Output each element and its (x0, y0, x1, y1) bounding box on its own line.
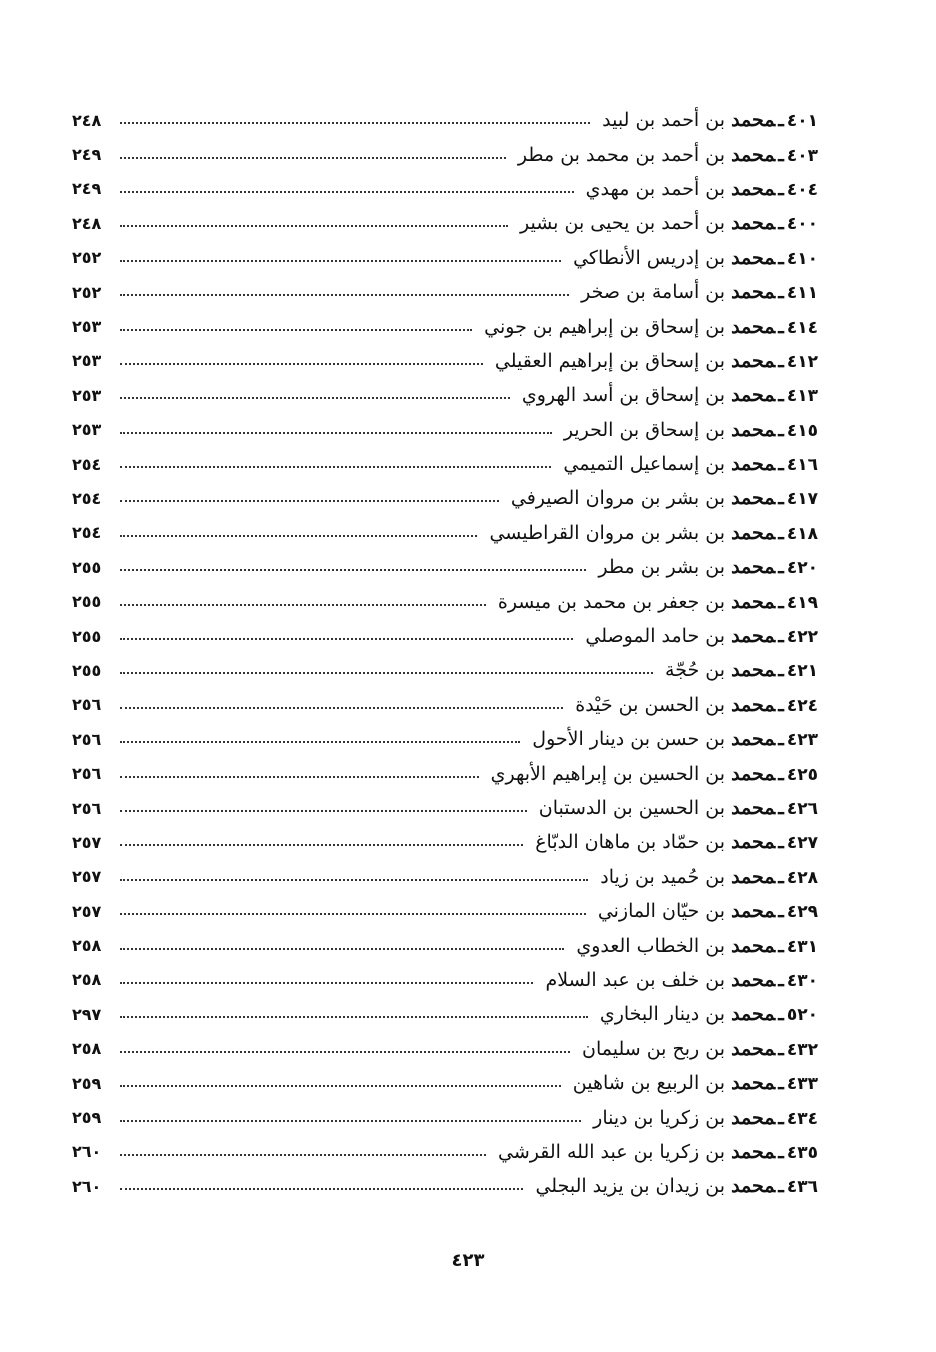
entry-separator: ـ (778, 1003, 784, 1026)
entry-head-name: محمد (731, 556, 776, 579)
entry-label (535, 831, 818, 853)
dot-leader (120, 604, 486, 606)
entry-head-name: محمد (731, 659, 776, 682)
entry-number: ٤٣١ (786, 936, 818, 957)
entry-lineage: بن ربح بن سليمان (581, 1037, 726, 1060)
index-entry (72, 309, 818, 343)
entry-label (575, 694, 818, 716)
entry-label (495, 350, 818, 372)
entry-head-name: محمد (731, 453, 776, 476)
entry-lineage: بن زكريا بن دينار (593, 1106, 726, 1129)
dot-leader (120, 1154, 486, 1156)
entry-lineage: بن إسحاق بن إبراهيم بن جوني (484, 315, 726, 338)
entry-label (511, 487, 818, 509)
dot-leader (120, 260, 561, 262)
entry-number: ٥٢٠ (786, 1005, 818, 1026)
entry-label (573, 247, 818, 269)
entry-page-number: ٢٥٨ (72, 970, 102, 990)
entry-separator: ـ (778, 659, 784, 682)
entry-separator: ـ (778, 1037, 784, 1060)
index-entry (72, 172, 818, 206)
index-entry (72, 722, 818, 756)
entry-lineage: بن إسحاق بن إبراهيم العقيلي (494, 349, 726, 372)
entry-label (665, 659, 818, 681)
entry-number: ٤٢٩ (786, 902, 818, 923)
dot-leader (120, 879, 588, 881)
entry-lineage: بن خلف بن عبد السلام (545, 968, 726, 991)
index-entry (72, 756, 818, 790)
entry-page-number: ٢٥٩ (72, 1073, 102, 1093)
entry-number: ٤٢٥ (786, 764, 818, 785)
entry-separator: ـ (778, 968, 784, 991)
entry-lineage: بن بشر بن مروان القراطيسي (489, 521, 726, 544)
entry-number: ٤٢٨ (786, 867, 818, 888)
entry-head-name: محمد (731, 865, 776, 888)
index-entry (72, 963, 818, 997)
entry-separator: ـ (778, 900, 784, 923)
entry-page-number: ٢٦٠ (72, 1176, 102, 1196)
entry-label (598, 900, 818, 922)
entry-head-name: محمد (731, 246, 776, 269)
entry-lineage: بن حيّان المازني (597, 900, 726, 923)
dot-leader (120, 294, 569, 296)
index-entry (72, 1169, 818, 1203)
entry-page-number: ٢٥٣ (72, 351, 102, 371)
entry-head-name: محمد (731, 968, 776, 991)
entry-number: ٤٢٢ (786, 627, 818, 648)
entry-head-name: محمد (731, 212, 776, 235)
entry-number: ٤١٦ (786, 455, 818, 476)
entry-head-name: محمد (731, 797, 776, 819)
entry-number: ٤٢٦ (786, 799, 818, 819)
entry-page-number: ٢٥٤ (72, 523, 102, 543)
entry-head-name: محمد (731, 1072, 776, 1095)
entry-label (586, 178, 818, 200)
index-entry (72, 447, 818, 481)
dot-leader (120, 1188, 523, 1190)
entry-page-number: ٢٥٦ (72, 729, 102, 749)
entry-page-number: ٢٥٦ (72, 798, 102, 818)
dot-leader (120, 191, 574, 193)
index-entries (72, 103, 818, 1204)
entry-page-number: ٢٥٦ (72, 764, 102, 784)
entry-lineage: بن بشر بن مطر (598, 556, 726, 579)
entry-page-number: ٢٤٨ (72, 213, 102, 233)
entry-head-name: محمد (731, 521, 776, 544)
entry-page-number: ٢٥٥ (72, 626, 102, 646)
entry-label (602, 109, 818, 131)
entry-number: ٤١١ (786, 283, 818, 304)
dot-leader (120, 432, 552, 434)
entry-head-name: محمد (731, 1140, 776, 1163)
entry-page-number: ٢٩٧ (72, 1004, 102, 1024)
entry-number: ٤٢٣ (786, 730, 818, 751)
entry-page-number: ٢٥٢ (72, 248, 102, 268)
entry-separator: ـ (778, 625, 784, 648)
entry-label (598, 556, 818, 578)
entry-page-number: ٢٥٨ (72, 1039, 102, 1059)
dot-leader (120, 948, 564, 950)
index-entry (72, 653, 818, 687)
entry-number: ٤٢٠ (786, 558, 818, 579)
index-entry (72, 103, 818, 137)
entry-page-number: ٢٥٨ (72, 936, 102, 956)
dot-leader (120, 741, 520, 743)
entry-head-name: محمد (731, 281, 776, 304)
entry-lineage: بن حُجّة (665, 659, 726, 682)
entry-separator: ـ (778, 246, 784, 269)
entry-page-number: ٢٥٤ (72, 488, 102, 508)
entry-number: ٤٠٣ (786, 145, 818, 166)
index-entry (72, 997, 818, 1031)
entry-number: ٤٣٣ (786, 1074, 818, 1095)
entry-number: ٤٣٠ (786, 970, 818, 991)
entry-page-number: ٢٥٧ (72, 867, 102, 887)
index-entry (72, 137, 818, 171)
entry-lineage: بن حامد الموصلي (585, 625, 726, 648)
entry-label (600, 866, 818, 888)
entry-label (581, 281, 818, 303)
entry-lineage: بن إسحاق بن الحرير (563, 418, 726, 441)
entry-head-name: محمد (731, 831, 776, 854)
entry-head-name: محمد (731, 728, 776, 751)
index-entry (72, 1032, 818, 1066)
entry-separator: ـ (778, 762, 784, 785)
entry-lineage: بن الحسن بن حَيْدة (575, 693, 726, 716)
entry-head-name: محمد (731, 418, 776, 441)
entry-separator: ـ (778, 831, 784, 854)
index-entry (72, 241, 818, 275)
entry-lineage: بن أحمد بن مهدي (585, 177, 726, 200)
dot-leader (120, 1120, 581, 1122)
entry-lineage: بن زيدان بن يزيد البجلي (535, 1175, 726, 1198)
entry-separator: ـ (778, 1140, 784, 1163)
entry-number: ٤٢٧ (786, 833, 818, 854)
entry-lineage: بن الحسين بن إبراهيم الأبهري (490, 762, 726, 785)
entry-number: ٤١٢ (786, 351, 818, 372)
entry-number: ٤١٧ (786, 489, 818, 510)
entry-separator: ـ (778, 693, 784, 716)
entry-lineage: بن إدريس الأنطاكي (573, 246, 726, 269)
index-entry (72, 413, 818, 447)
entry-lineage: بن حمّاد بن ماهان الدبّاغ (535, 831, 726, 854)
index-entry (72, 378, 818, 412)
entry-number: ٤٣٤ (786, 1108, 818, 1129)
entry-label (576, 935, 818, 957)
entry-page-number: ٢٤٩ (72, 179, 102, 199)
entry-page-number: ٢٥٣ (72, 385, 102, 405)
index-entry (72, 206, 818, 240)
entry-head-name: محمد (731, 487, 776, 510)
entry-head-name: محمد (731, 762, 776, 785)
entry-label (600, 1003, 818, 1025)
dot-leader (120, 1085, 561, 1087)
dot-leader (120, 535, 477, 537)
index-entry (72, 688, 818, 722)
entry-label (498, 1141, 818, 1163)
entry-page-number: ٢٥٧ (72, 901, 102, 921)
entry-lineage: بن إسماعيل التميمي (563, 453, 726, 476)
entry-separator: ـ (778, 556, 784, 579)
entry-label (484, 316, 818, 338)
entry-label (573, 1072, 818, 1094)
entry-label (564, 419, 818, 441)
entry-label (593, 1107, 818, 1129)
dot-leader (120, 122, 590, 124)
entry-separator: ـ (778, 487, 784, 510)
entry-label (520, 212, 818, 234)
entry-head-name: محمد (731, 177, 776, 200)
entry-separator: ـ (778, 453, 784, 476)
dot-leader (120, 569, 586, 571)
entry-page-number: ٢٥٥ (72, 557, 102, 577)
dot-leader (120, 776, 479, 778)
entry-lineage: بن الحسين بن الدستبان (538, 797, 726, 819)
entry-lineage: بن بشر بن مروان الصيرفي (510, 487, 726, 510)
dot-leader (120, 1051, 570, 1053)
entry-separator: ـ (778, 1072, 784, 1095)
entry-number: ٤١٨ (786, 523, 818, 544)
entry-label (545, 969, 818, 991)
entry-number: ٤٣٢ (786, 1039, 818, 1060)
entry-separator: ـ (778, 212, 784, 235)
entry-number: ٤٠٠ (786, 214, 818, 235)
entry-head-name: محمد (731, 1175, 776, 1198)
dot-leader (120, 1016, 588, 1018)
entry-label (563, 453, 818, 475)
entry-number: ٤١٩ (786, 592, 818, 613)
dot-leader (120, 500, 499, 502)
entry-label (491, 763, 818, 785)
entry-label (532, 728, 818, 750)
index-entry (72, 825, 818, 859)
index-entry (72, 860, 818, 894)
entry-lineage: بن أحمد بن يحيى بن بشير (520, 212, 726, 235)
entry-separator: ـ (778, 349, 784, 372)
index-entry (72, 584, 818, 618)
entry-page-number: ٢٥٥ (72, 592, 102, 612)
entry-separator: ـ (778, 177, 784, 200)
entry-head-name: محمد (731, 143, 776, 166)
entry-number: ٤١٠ (786, 248, 818, 269)
entry-separator: ـ (778, 1106, 784, 1129)
dot-leader (120, 225, 508, 227)
entry-head-name: محمد (731, 693, 776, 716)
entry-page-number: ٢٥٣ (72, 317, 102, 337)
index-entry (72, 481, 818, 515)
dot-leader (120, 672, 653, 674)
entry-label (489, 522, 818, 544)
entry-number: ٤١٥ (786, 420, 818, 441)
entry-separator: ـ (778, 384, 784, 407)
dot-leader (120, 707, 563, 709)
index-entry (72, 550, 818, 584)
entry-separator: ـ (778, 143, 784, 166)
entry-label (539, 797, 818, 819)
entry-label (585, 625, 818, 647)
entry-page-number: ٢٥٥ (72, 660, 102, 680)
entry-number: ٤٢٤ (786, 695, 818, 716)
entry-head-name: محمد (731, 900, 776, 923)
entry-lineage: بن حُميد بن زياد (600, 865, 726, 888)
dot-leader (120, 329, 472, 331)
entry-page-number: ٢٥٣ (72, 420, 102, 440)
entry-lineage: بن الربيع بن شاهين (572, 1072, 726, 1095)
entry-head-name: محمد (731, 1106, 776, 1129)
entry-separator: ـ (778, 934, 784, 957)
index-entry (72, 516, 818, 550)
entry-head-name: محمد (731, 384, 776, 407)
dot-leader (120, 982, 533, 984)
entry-page-number: ٢٦٠ (72, 1142, 102, 1162)
index-entry (72, 894, 818, 928)
entry-head-name: محمد (731, 625, 776, 648)
entry-head-name: محمد (731, 1003, 776, 1026)
entry-lineage: بن الخطاب العدوي (576, 934, 726, 957)
index-entry (72, 1135, 818, 1169)
entry-number: ٤٠١ (786, 111, 818, 132)
entry-page-number: ٢٥٩ (72, 1108, 102, 1128)
index-entry (72, 1066, 818, 1100)
entry-lineage: بن جعفر بن محمد بن ميسرة (497, 590, 726, 613)
entry-label (518, 144, 818, 166)
entry-separator: ـ (778, 590, 784, 613)
entry-page-number: ٢٥٦ (72, 695, 102, 715)
entry-head-name: محمد (731, 934, 776, 957)
entry-lineage: بن إسحاق بن أسد الهروي (521, 384, 726, 407)
entry-page-number: ٢٥٤ (72, 454, 102, 474)
dot-leader (120, 638, 573, 640)
entry-page-number: ٢٤٩ (72, 145, 102, 165)
entry-label (498, 591, 818, 613)
index-entry (72, 791, 818, 825)
entry-lineage: بن أحمد بن محمد بن مطر (517, 143, 726, 166)
entry-head-name: محمد (731, 315, 776, 338)
entry-separator: ـ (778, 865, 784, 888)
entry-separator: ـ (778, 728, 784, 751)
entry-separator: ـ (778, 109, 784, 132)
entry-page-number: ٢٤٨ (72, 110, 102, 130)
index-entry (72, 928, 818, 962)
entry-number: ٤٠٤ (786, 179, 818, 200)
entry-separator: ـ (778, 797, 784, 819)
entry-page-number: ٢٥٢ (72, 282, 102, 302)
entry-separator: ـ (778, 1175, 784, 1198)
entry-number: ٤٢١ (786, 661, 818, 682)
entry-number: ٤٣٥ (786, 1142, 818, 1163)
index-entry (72, 275, 818, 309)
dot-leader (120, 466, 551, 468)
entry-separator: ـ (778, 521, 784, 544)
entry-lineage: بن أسامة بن صخر (581, 281, 726, 304)
index-entry (72, 344, 818, 378)
entry-separator: ـ (778, 315, 784, 338)
dot-leader (120, 363, 483, 365)
entry-label (535, 1175, 818, 1197)
entry-lineage: بن أحمد بن لبيد (602, 109, 726, 132)
dot-leader (120, 397, 510, 399)
entry-separator: ـ (778, 281, 784, 304)
entry-label (522, 384, 818, 406)
entry-head-name: محمد (731, 590, 776, 613)
dot-leader (120, 844, 523, 846)
entry-page-number: ٢٥٧ (72, 832, 102, 852)
entry-lineage: بن زكريا بن عبد الله القرشي (498, 1140, 726, 1163)
page-number: ٤٢٣ (451, 1250, 485, 1271)
entry-head-name: محمد (731, 109, 776, 132)
entry-lineage: بن دينار البخاري (599, 1003, 726, 1026)
dot-leader (120, 913, 586, 915)
entry-number: ٤٣٦ (786, 1177, 818, 1198)
entry-number: ٤١٤ (786, 317, 818, 338)
entry-separator: ـ (778, 418, 784, 441)
entry-label (582, 1038, 818, 1060)
dot-leader (120, 810, 527, 812)
index-entry (72, 1100, 818, 1134)
index-entry (72, 619, 818, 653)
entry-lineage: بن حسن بن دينار الأحول (532, 728, 726, 751)
dot-leader (120, 157, 506, 159)
entry-head-name: محمد (731, 1037, 776, 1060)
entry-head-name: محمد (731, 349, 776, 372)
entry-number: ٤١٣ (786, 386, 818, 407)
